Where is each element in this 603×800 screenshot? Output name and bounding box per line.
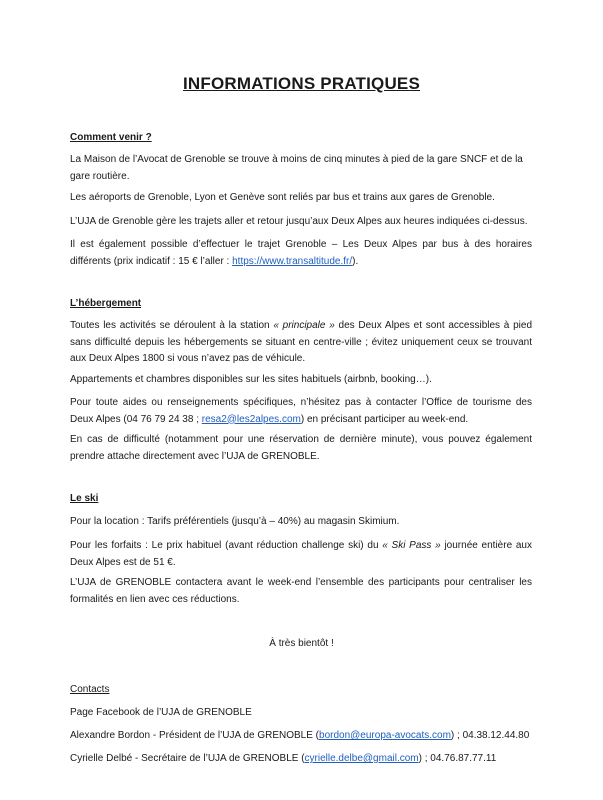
venir-paragraph-2: Les aéroports de Grenoble, Lyon et Genève sont reliés par bus et trains aux gares de Grenoble. [70,192,495,203]
hebergement-paragraph-2: Appartements et chambres disponibles sur les sites habituels (airbnb, booking…). [70,374,432,385]
heb-p3-text: Pour toute aides ou renseignements spécifiques, n’hésitez pas à contacter l’Office de tourisme des Deux Alpes (04 76 79 24 38 ; [70,397,532,425]
transaltitude-link[interactable]: https://www.transaltitude.fr/ [232,255,353,267]
secretary-text: Cyrielle Delbé - Secrétaire de l’UJA de GRENOBLE ( [70,753,305,764]
ski-paragraph-3: L’UJA de GRENOBLE contactera avant le week-end l’ensemble des participants pour centraliser les formalités en lien avec ces réductions. [70,577,532,605]
page-title: INFORMATIONS PRATIQUES [182,74,421,93]
ski-p2-italic: « Ski Pass » [382,540,441,551]
contacts-line-secretary [70,751,550,768]
ski-p2-end: journée entière aux Deux Alpes est de 51 €. [70,540,532,568]
section-heading-venir: Comment venir ? [70,132,152,143]
section-heading-ski: Le ski [70,493,99,504]
contacts-line-president [70,728,550,745]
closing-line: À très bientôt ! [269,638,334,649]
secretary-phone: ) ; 04.76.87.77.11 [418,753,497,764]
venir-paragraph-3: L’UJA de Grenoble gère les trajets aller et retour jusqu’aux Deux Alpes aux heures indiquées ci-dessus. [70,216,528,227]
ski-p2-text: Pour les forfaits : Le prix habituel (avant réduction challenge ski) du [70,540,383,551]
ski-paragraph-2 [70,538,532,571]
president-phone: ) ; 04.38.12.44.80 [450,730,530,741]
venir-paragraph-1: La Maison de l’Avocat de Grenoble se trouve à moins de cinq minutes à pied de la gare SNCF et de la gare routière. [70,154,523,182]
hebergement-paragraph-1 [70,318,532,368]
heb-p1-italic: « principale » [273,320,335,331]
heb-p1-end: des Deux Alpes et sont accessibles à pied sans difficulté depuis les hébergements se situant en centre-ville ; évitez uniquement ceux se trouvant aux Deux Alpes 1800 si vous n’avez pas de véhicule. [70,320,533,364]
heb-p1-text: Toutes les activités se déroulent à la station [70,320,274,331]
venir-paragraph-4 [70,237,532,270]
hebergement-paragraph-4: En cas de difficulté (notamment pour une réservation de dernière minute), vous pouvez également prendre attache directement avec l’UJA de GRENOBLE. [70,434,532,462]
venir-p4-end: ). [352,255,359,267]
resa2-email-link[interactable]: resa2@les2alpes.com [201,413,301,425]
delbe-email-link[interactable]: cyrielle.delbe@gmail.com [304,753,419,764]
hebergement-paragraph-3 [70,395,532,428]
contacts-line-facebook: Page Facebook de l’UJA de GRENOBLE [70,707,252,718]
venir-p4-text: Il est également possible d’effectuer le trajet Grenoble – Les Deux Alpes par bus à des horaires différents (prix indicatif : 15 € l’aller : [70,239,532,267]
bordon-email-link[interactable]: bordon@europa-avocats.com [319,730,451,741]
heb-p3-end: ) en précisant participer au week-end. [300,413,469,425]
section-heading-hebergement: L’hébergement [70,298,142,309]
section-heading-contacts: Contacts [70,684,110,695]
ski-paragraph-1: Pour la location : Tarifs préférentiels (jusqu’à – 40%) au magasin Skimium. [70,516,400,527]
president-text: Alexandre Bordon - Président de l’UJA de GRENOBLE ( [70,730,320,741]
